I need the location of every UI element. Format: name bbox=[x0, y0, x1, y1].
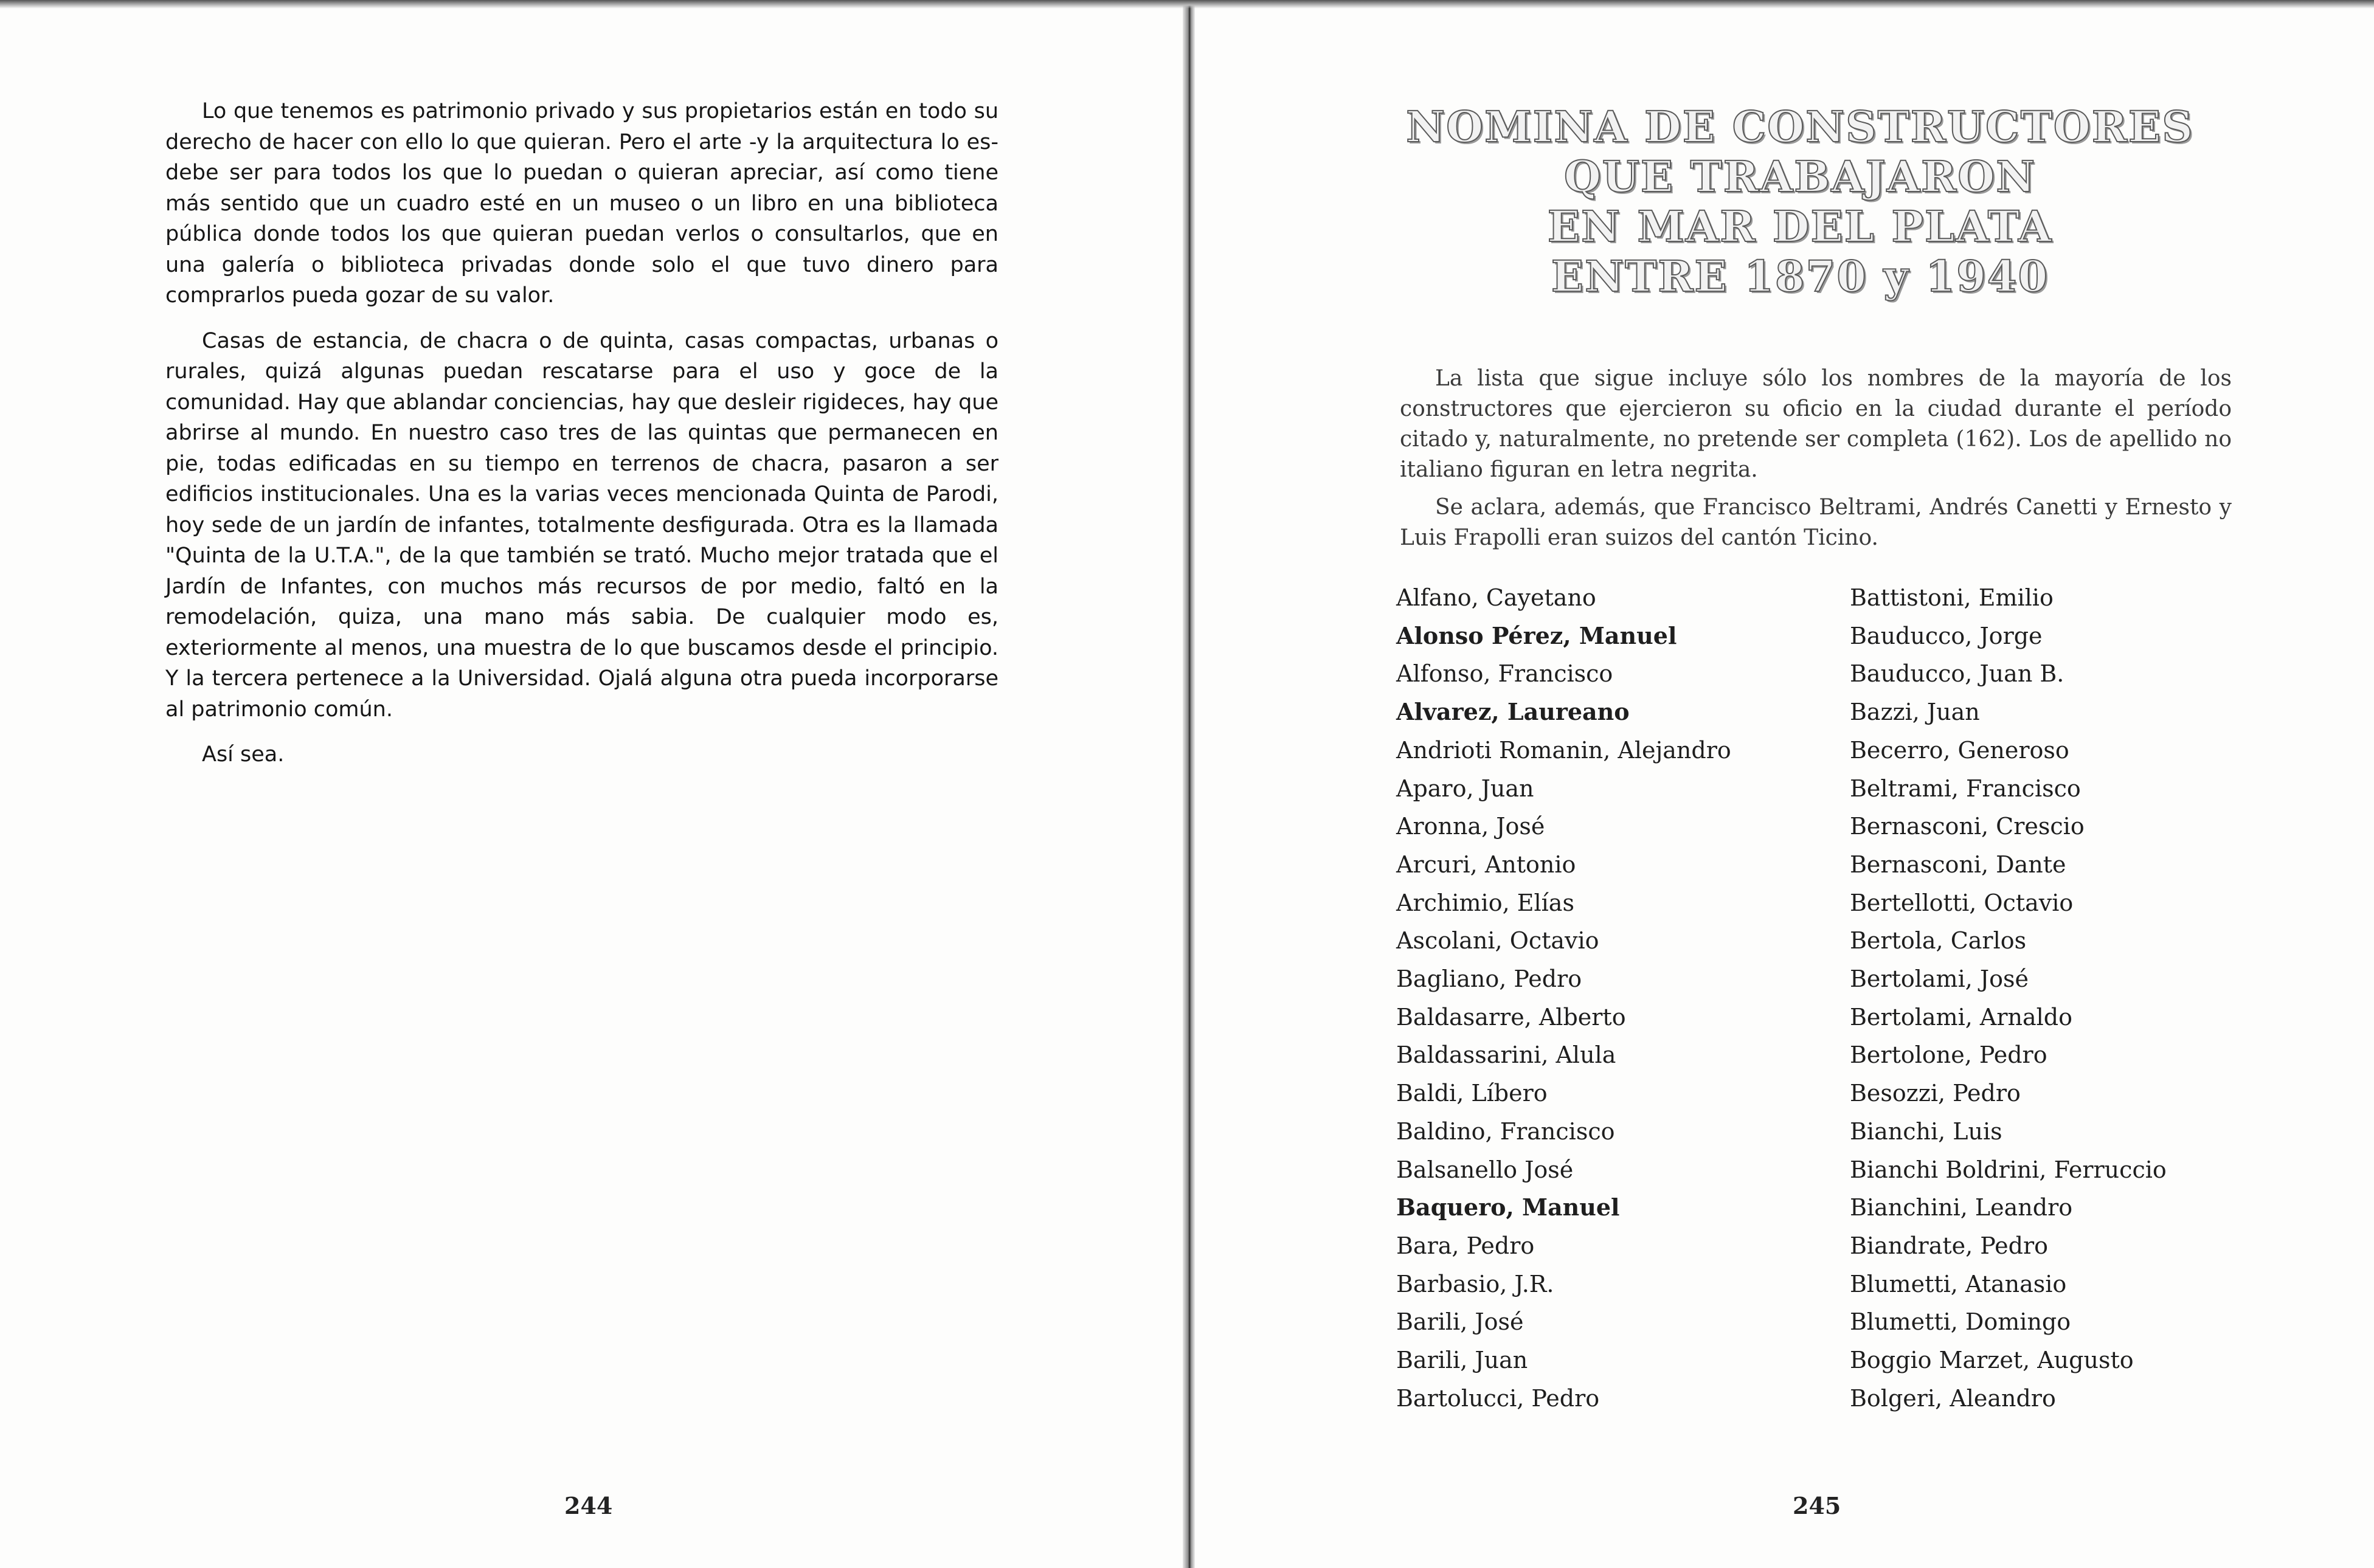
builder-name: Beltrami, Francisco bbox=[1850, 775, 2081, 802]
builder-name: Bauducco, Jorge bbox=[1850, 622, 2043, 649]
builders-list-column-2 bbox=[1850, 579, 2348, 1417]
builder-name: Ascolani, Octavio bbox=[1396, 927, 1599, 955]
builder-name: Bianchini, Leandro bbox=[1850, 1194, 2073, 1221]
left-page bbox=[0, 0, 1183, 1568]
builder-name: Alvarez, Laureano bbox=[1396, 698, 1630, 726]
intro-paragraph: La lista que sigue incluye sólo los nombres de la mayoría de los constructores que ejercieron su oficio en la ciudad durante el período citado y, naturalmente, no pretende ser completa (162). Los de apellido no italiano figuran en letra negrita. bbox=[1400, 366, 2232, 482]
left-paragraph: Lo que tenemos es patrimonio privado y sus propietarios están en todo su derecho de hacer con ello lo que quieran. Pero el arte -y la arquitectura lo es- debe ser para todos los que lo puedan o quieran apreciar, así como tiene más sentido que un cuadro esté en un museo o un libro en una biblioteca pública donde todos los que quieran puedan verlos o consultarlos, que en una galería o biblioteca privadas donde solo el que tuvo dinero para comprarlos pueda gozar de su valor. bbox=[165, 99, 998, 308]
builder-name: Bernasconi, Dante bbox=[1850, 851, 2066, 878]
builder-name: Baquero, Manuel bbox=[1396, 1193, 1620, 1221]
left-paragraph: Así sea. bbox=[202, 742, 285, 767]
builder-name: Barbasio, J.R. bbox=[1396, 1270, 1554, 1297]
builder-name: Biandrate, Pedro bbox=[1850, 1232, 2048, 1259]
builder-name: Aronna, José bbox=[1396, 813, 1545, 840]
builder-name: Bazzi, Juan bbox=[1850, 699, 1980, 726]
builder-name: Bara, Pedro bbox=[1396, 1232, 1535, 1259]
builder-name: Bianchi, Luis bbox=[1850, 1117, 2002, 1145]
builder-name: Besozzi, Pedro bbox=[1850, 1080, 2021, 1107]
title-line: EN MAR DEL PLATA bbox=[1547, 201, 2053, 252]
builder-name: Baldino, Francisco bbox=[1396, 1117, 1615, 1145]
title-line: NOMINA DE CONSTRUCTORES bbox=[1406, 102, 2194, 152]
builder-name: Andrioti Romanin, Alejandro bbox=[1396, 736, 1731, 764]
builder-name: Bagliano, Pedro bbox=[1396, 965, 1582, 993]
builder-name: Barili, José bbox=[1396, 1308, 1524, 1336]
page-title bbox=[1399, 102, 2201, 302]
builder-name: Arcuri, Antonio bbox=[1396, 851, 1576, 878]
builder-name: Aparo, Juan bbox=[1396, 775, 1534, 802]
builder-name: Bertolami, José bbox=[1850, 965, 2029, 993]
builder-name: Alonso Pérez, Manuel bbox=[1396, 621, 1677, 649]
builder-name: Barili, Juan bbox=[1396, 1347, 1528, 1374]
page-number-left: 244 bbox=[564, 1492, 613, 1519]
builder-name: Bauducco, Juan B. bbox=[1850, 660, 2064, 688]
builder-name: Baldasarre, Alberto bbox=[1396, 1003, 1626, 1031]
builder-name: Bernasconi, Crescio bbox=[1850, 813, 2085, 840]
builder-name: Balsanello José bbox=[1396, 1156, 1574, 1183]
builder-name: Baldi, Líbero bbox=[1396, 1080, 1548, 1107]
intro-paragraph: Se aclara, además, que Francisco Beltrami, Andrés Canetti y Ernesto y Luis Frapolli eran suizos del cantón Ticino. bbox=[1400, 495, 2232, 550]
builder-name: Bolgeri, Aleandro bbox=[1850, 1384, 2056, 1412]
builder-name: Bertolami, Arnaldo bbox=[1850, 1003, 2072, 1031]
builder-name: Bartolucci, Pedro bbox=[1396, 1384, 1600, 1412]
intro-text bbox=[1400, 364, 2232, 561]
builder-name: Becerro, Generoso bbox=[1850, 736, 2069, 764]
builder-name: Blumetti, Atanasio bbox=[1850, 1270, 2067, 1297]
builder-name: Blumetti, Domingo bbox=[1850, 1308, 2071, 1336]
builder-name: Bertellotti, Octavio bbox=[1850, 889, 2074, 916]
page-number-right: 245 bbox=[1793, 1492, 1841, 1519]
builder-name: Bertola, Carlos bbox=[1850, 927, 2027, 955]
title-line: QUE TRABAJARON bbox=[1563, 151, 2037, 202]
left-page-body bbox=[165, 96, 998, 785]
builder-name: Archimio, Elías bbox=[1396, 889, 1574, 916]
book-gutter bbox=[1183, 0, 1195, 1568]
builder-name: Alfonso, Francisco bbox=[1396, 660, 1613, 688]
builder-name: Battistoni, Emilio bbox=[1850, 584, 2054, 611]
left-paragraph: Casas de estancia, de chacra o de quinta, casas compactas, urbanas o rurales, quizá algunas puedan rescatarse para el uso y goce de la comunidad. Hay que ablandar conciencias, hay que desleir rigideces, hay que abrirse al mundo. En nuestro caso tres de las quintas que permanecen en pie, todas edificadas en su tiempo en terrenos de chacra, pasaron a ser edificios institucionales. Una es la varias veces mencionada Quinta de Parodi, hoy sede de un jardín de infantes, totalmente desfigurada. Otra es la llamada "Quinta de la U.T.A.", de la que también se trató. Mucho mejor tratada que el Jardín de Infantes, con muchos más recursos de por medio, faltó en la remodelación, quiza, una mano más sabia. De cualquier modo es, exteriormente al menos, una muestra de lo que buscamos desde el principio. Y la tercera pertenece a la Universidad. Ojalá alguna otra pueda incorporarse al patrimonio común. bbox=[165, 328, 998, 722]
builder-name: Bianchi Boldrini, Ferruccio bbox=[1850, 1156, 2167, 1183]
builders-list-column-1 bbox=[1396, 579, 1834, 1417]
title-line: ENTRE 1870 y 1940 bbox=[1551, 251, 2049, 302]
builder-name: Alfano, Cayetano bbox=[1396, 584, 1596, 611]
builder-name: Baldassarini, Alula bbox=[1396, 1041, 1616, 1069]
scan-top-edge bbox=[0, 0, 2374, 9]
builder-name: Boggio Marzet, Augusto bbox=[1850, 1347, 2134, 1374]
builder-name: Bertolone, Pedro bbox=[1850, 1041, 2047, 1069]
